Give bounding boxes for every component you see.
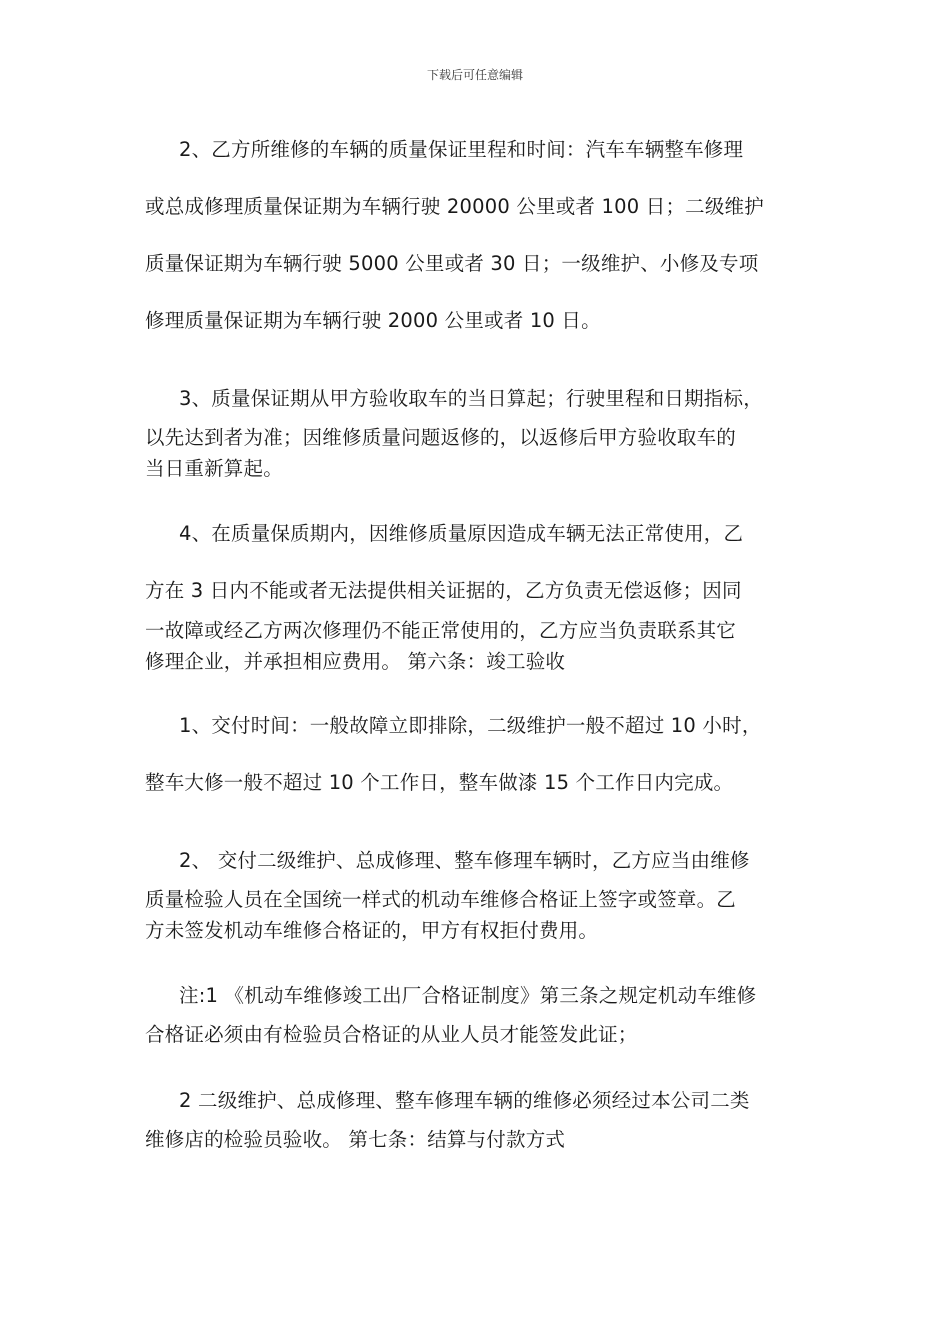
paragraph-3-line-1: 4、在质量保质期内，因维修质量原因造成车辆无法正常使用，乙 — [179, 522, 744, 545]
paragraph-4-line-2: 整车大修一般不超过 10 个工作日，整车做漆 15 个工作日内完成。 — [145, 771, 734, 794]
paragraph-3-line-2: 方在 3 日内不能或者无法提供相关证据的，乙方负责无偿返修；因同 — [145, 579, 742, 602]
paragraph-6-line-2: 合格证必须由有检验员合格证的从业人员才能签发此证； — [145, 1023, 638, 1046]
paragraph-2-line-1: 3、质量保证期从甲方验收取车的当日算起；行驶里程和日期指标， — [179, 387, 763, 410]
paragraph-1-line-3: 质量保证期为车辆行驶 5000 公里或者 30 日；一级维护、小修及专项 — [145, 252, 759, 275]
paragraph-2-line-3: 当日重新算起。 — [145, 457, 283, 480]
paragraph-6-line-1: 注:1 《机动车维修竣工出厂合格证制度》第三条之规定机动车维修 — [179, 984, 757, 1007]
paragraph-5-line-2: 质量检验人员在全国统一样式的机动车维修合格证上签字或签章。乙 — [145, 888, 737, 911]
paragraph-5-line-3: 方未签发机动车维修合格证的，甲方有权拒付费用。 — [145, 919, 599, 942]
paragraph-1-line-2: 或总成修理质量保证期为车辆行驶 20000 公里或者 100 日；二级维护 — [145, 195, 764, 218]
paragraph-2-line-2: 以先达到者为准；因维修质量问题返修的，以返修后甲方验收取车的 — [145, 426, 737, 449]
paragraph-4-line-1: 1、交付时间：一般故障立即排除，二级维护一般不超过 10 小时， — [179, 714, 762, 737]
paragraph-1-line-1: 2、乙方所维修的车辆的质量保证里程和时间：汽车车辆整车修理 — [179, 138, 744, 161]
paragraph-3-line-3: 一故障或经乙方两次修理仍不能正常使用的，乙方应当负责联系其它 — [145, 619, 737, 642]
paragraph-7-line-2: 维修店的检验员验收。 第七条：结算与付款方式 — [145, 1128, 566, 1151]
paragraph-5-line-1: 2、 交付二级维护、总成修理、整车修理车辆时，乙方应当由维修 — [179, 849, 750, 872]
page-header: 下载后可任意编辑 — [426, 68, 523, 82]
paragraph-3-line-4: 修理企业，并承担相应费用。 第六条：竣工验收 — [145, 650, 566, 673]
paragraph-7-line-1: 2 二级维护、总成修理、整车修理车辆的维修必须经过本公司二类 — [179, 1089, 750, 1112]
paragraph-1-line-4: 修理质量保证期为车辆行驶 2000 公里或者 10 日。 — [145, 309, 601, 332]
